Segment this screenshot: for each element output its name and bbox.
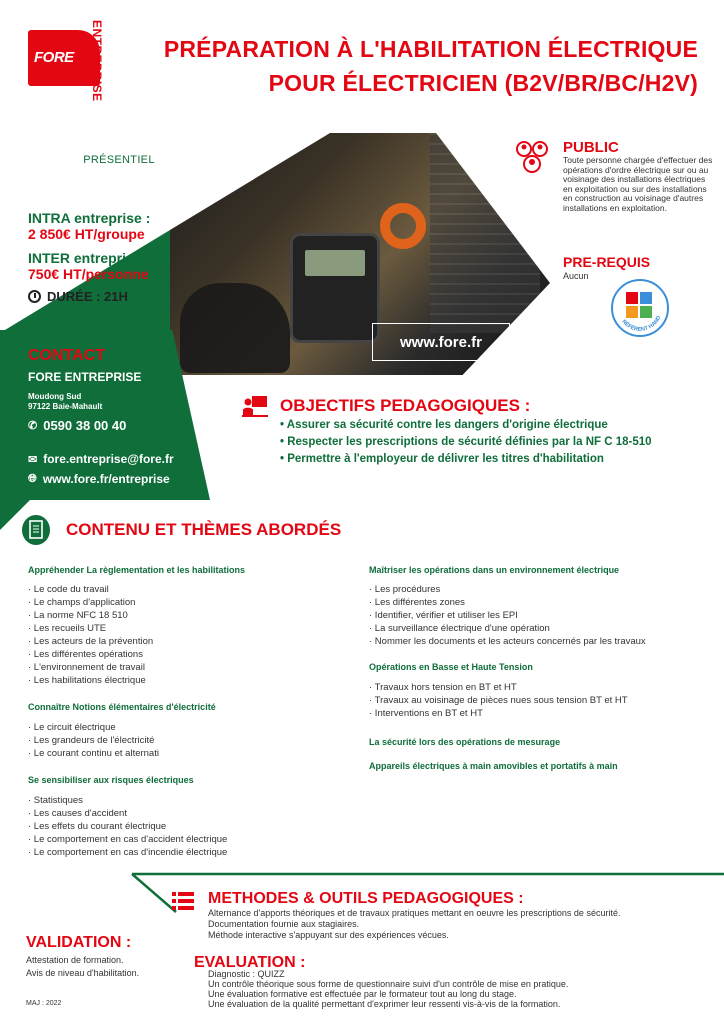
intra-label: INTRA entreprise :: [28, 210, 151, 226]
list-item: · Travaux hors tension en BT et HT: [369, 682, 517, 693]
photo-clamp: [380, 203, 426, 249]
page-title-line1: PRÉPARATION À L'HABILITATION ÉLECTRIQUE: [163, 36, 698, 62]
phone-text: 0590 38 00 40: [43, 418, 127, 433]
objectif-item: • Assurer sa sécurité contre les dangers d'origine électrique: [280, 419, 608, 431]
validation-title: VALIDATION :: [26, 934, 132, 951]
prerequis-title: PRE-REQUIS: [563, 254, 651, 270]
list-item: · Statistiques: [28, 795, 83, 806]
list-item: · La surveillance électrique d'une opération: [369, 623, 550, 634]
list-item: · Les habilitations électrique: [28, 675, 146, 686]
referent-handicap-badge: [610, 278, 670, 338]
shield-check-icon: [22, 148, 48, 178]
section-heading: Maîtriser les opérations dans un environnement électrique: [369, 565, 620, 575]
list-item: · Les effets du courant électrique: [28, 821, 167, 832]
contact-web[interactable]: [28, 472, 170, 486]
people-icon: [514, 140, 554, 174]
update-date: MAJ : 2022: [26, 1000, 62, 1007]
list-item: · Interventions en BT et HT: [369, 708, 483, 719]
section-heading: Appareils électriques à main amovibles et portatifs à main: [369, 761, 618, 771]
inter-price: 750€ HT/personne: [28, 266, 149, 282]
evaluation-item: Une évaluation de la qualité permettant d'exprimer leur ressenti vis-à-vis de la formation.: [208, 999, 561, 1009]
list-item: · Les différentes opérations: [28, 649, 143, 660]
methode-item: Alternance d'apports théoriques et de travaux pratiques mettant en oeuvre les prescriptions de sécurité.: [208, 908, 621, 918]
section-heading: Connaître Notions élémentaires d'électricité: [28, 702, 216, 712]
validation-line: Attestation de formation.: [26, 955, 124, 965]
public-text: Toute personne chargée d'effectuer des opérations d'ordre électrique sur ou au voisinage des installations électriques en exploitation ou sur des installations en construction au voisinage d'autres installations en exploitation.: [563, 155, 713, 213]
objectif-item: • Respecter les prescriptions de sécurité définies par la NF C 18-510: [280, 436, 652, 448]
presenter-icon: [242, 395, 268, 417]
duration: [28, 289, 128, 304]
page-title-line2: POUR ÉLECTRICIEN (B2V/BR/BC/H2V): [268, 70, 698, 96]
evaluation-item: Un contrôle théorique sous forme de questionnaire suivi d'un contrôle de mise en pratique.: [208, 979, 569, 989]
list-item: · L'environnement de travail: [28, 662, 145, 673]
photo-meter-screen: [305, 250, 365, 276]
globe-icon: 🌐︎: [28, 472, 37, 485]
list-item: · Le circuit électrique: [28, 722, 116, 733]
public-title: PUBLIC: [563, 139, 619, 156]
list-icon: [172, 892, 194, 910]
methode-item: Documentation fournie aux stagiaires.: [208, 919, 360, 929]
contact-phone[interactable]: [28, 418, 126, 433]
validation-line: Avis de niveau d'habilitation.: [26, 968, 140, 978]
contact-address-line2: 97122 Baie-Mahault: [28, 402, 103, 411]
list-item: · Les différentes zones: [369, 597, 465, 608]
list-item: · Les procédures: [369, 584, 441, 595]
list-item: · Les acteurs de la prévention: [28, 636, 154, 647]
list-item: · Les recueils UTE: [28, 623, 107, 634]
clock-icon: [28, 290, 41, 303]
inter-label: INTER entreprise :: [28, 250, 151, 266]
document-icon: [22, 515, 50, 545]
list-item: · Le code du travail: [28, 584, 109, 595]
contact-email[interactable]: [28, 452, 174, 466]
list-item: · Le comportement en cas d'accident électrique: [28, 834, 228, 845]
presentiel-badge: PRÉSENTIEL: [60, 147, 178, 173]
prerequis-text: Aucun: [563, 271, 589, 281]
section-heading: Opérations en Basse et Haute Tension: [369, 662, 533, 672]
contact-company: FORE ENTREPRISE: [28, 370, 142, 384]
contenu-title: CONTENU ET THÈMES ABORDÉS: [66, 520, 342, 539]
list-item: · Le champs d'application: [28, 597, 136, 608]
methodes-title: METHODES & OUTILS PEDAGOGIQUES :: [208, 890, 524, 907]
evaluation-item: Diagnostic : QUIZZ: [208, 969, 285, 979]
mail-icon: ✉: [28, 453, 38, 466]
list-item: · Le courant continu et alternati: [28, 748, 159, 759]
contact-address-line1: Moudong Sud: [28, 392, 82, 401]
website-box[interactable]: www.fore.fr: [372, 323, 510, 361]
list-item: · Les grandeurs de l'électricité: [28, 735, 155, 746]
objectifs-title: OBJECTIFS PEDAGOGIQUES :: [280, 396, 531, 415]
duration-text: DURÉE : 21H: [47, 289, 128, 304]
email-text: fore.entreprise@fore.fr: [43, 452, 174, 466]
evaluation-title: EVALUATION :: [194, 954, 306, 971]
methode-item: Méthode interactive s'appuyant sur des expériences vécues.: [208, 930, 449, 940]
intra-price: 2 850€ HT/groupe: [28, 226, 145, 242]
list-item: · Le comportement en cas d'incendie électrique: [28, 847, 228, 858]
list-item: · La norme NFC 18 510: [28, 610, 128, 621]
list-item: · Les causes d'accident: [28, 808, 127, 819]
photo-multimeter: [290, 233, 380, 343]
section-heading: La sécurité lors des opérations de mesurage: [369, 737, 561, 747]
objectif-item: • Permettre à l'employeur de délivrer les titres d'habilitation: [280, 453, 604, 465]
list-item: · Nommer les documents et les acteurs concernés par les travaux: [369, 636, 646, 647]
section-heading: Se sensibiliser aux risques électriques: [28, 775, 194, 785]
photo-glove: [180, 283, 290, 373]
section-heading: Appréhender La règlementation et les habilitations: [28, 565, 246, 575]
list-item: · Identifier, vérifier et utiliser les EPI: [369, 610, 518, 621]
web-text: www.fore.fr/entreprise: [42, 472, 170, 486]
logo-vertical-text: ENTREPRISE: [90, 20, 104, 102]
logo-text: FORE: [34, 49, 74, 66]
list-item: · Travaux au voisinage de pièces nues sous tension BT et HT: [369, 695, 628, 706]
phone-icon: ✆: [28, 420, 38, 432]
contact-title: CONTACT: [28, 347, 106, 364]
svg-text:RÉFÉRENT HANDICAP: RÉFÉRENT HAND: [620, 315, 663, 333]
evaluation-item: Une évaluation formative est effectuée par le formateur tout au long du stage.: [208, 989, 517, 999]
